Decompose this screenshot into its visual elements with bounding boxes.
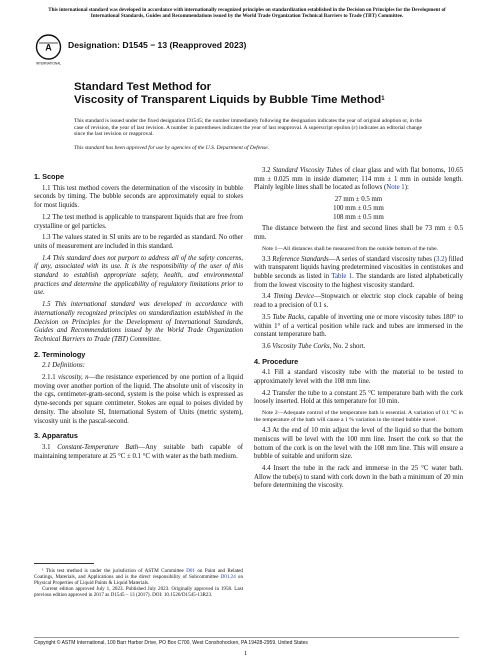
footnotes bbox=[34, 568, 243, 598]
paragraph-3-2-distance: The distance between the first and second lines shall be 73 mm ± 0.5 mm. bbox=[254, 225, 463, 241]
section-heading-terminology: 2. Terminology bbox=[34, 349, 86, 359]
designation: Designation: D1545 − 13 (Reapproved 2023) bbox=[68, 40, 247, 50]
paragraph-1-1: 1.1 This test method covers the determination of the viscosity in bubble seconds by timing. The bubble seconds are approximately equal to stokes for most liquids. bbox=[34, 184, 243, 210]
paragraph-3-3: 3.3 Reference Standards—A series of standard viscosity tubes (3.2) filled with transparent liquids having predetermined viscosities in centistokes and bubble seconds as listed in Table 1. The standards are listed alphabetically from the lowest viscosity to the highest viscosity standard. bbox=[254, 255, 464, 289]
section-heading-procedure: 4. Procedure bbox=[254, 356, 299, 366]
title-main: Viscosity of Transparent Liquids by Bubble Time Method bbox=[74, 94, 382, 106]
term-viscosity: viscosity, n bbox=[57, 374, 89, 382]
issued-statement: This standard is issued under the fixed designation D1545; the number immediately following the designation indicates the year of original adoption or, in the case of revision, the year of last revision. A number in parentheses indicates the year of last reapproval. A superscript epsilon (ε) indicates an editorial change since the last revision or reapproval. bbox=[74, 118, 422, 138]
link-table-1[interactable]: Table 1 bbox=[331, 273, 353, 281]
page-number: 1 bbox=[244, 650, 248, 657]
paragraph-1-4: 1.4 This standard does not purport to address all of the safety concerns, if any, associated with its use. It is the responsibility of the user of this standard to establish appropriate safety, health, and environmental practices and determine the applicability of regulatory limitations prior to use. bbox=[34, 254, 243, 297]
link-subcommittee-d01-24[interactable]: D01.24 bbox=[220, 574, 236, 580]
paragraph-3-2: 3.2 Standard Viscosity Tubes of clear glass and with flat bottoms, 10.65 mm ± 0.025 mm in inside diameter; 114 mm ± 1 mm in outside length. Plainly legible lines shall be located as follows (Note 1): bbox=[254, 167, 464, 192]
copyright-line: Copyright © ASTM International, 100 Barr Harbor Drive, PO Box C700, West Conshohocken, PA 19428-2959. United States bbox=[34, 640, 308, 646]
paragraph-1-2: 1.2 The test method is applicable to transparent liquids that are free from crystalline or gel particles. bbox=[34, 213, 243, 230]
footnote-edition: Current edition approved July 1, 2023. Published July 2023. Originally approved in 1958. Last previous edition approved in 2017 as D1545 – 13 (2017). DOI: 10.1520/D1545-13R23. bbox=[34, 586, 243, 598]
left-column bbox=[34, 167, 243, 464]
paragraph-2-1-1: 2.1.1 viscosity, n—the resistance experienced by one portion of a liquid moving over another portion of the liquid. The absolute unit of viscosity in the cgs, centimeter-gram-second, system is the poise which is expressed as dyne-seconds per square centimeter. Stokes are equal to poises divided by density. The absolute SI, International System of Units (metric system), viscosity unit is the pascal-second. bbox=[34, 374, 243, 425]
paragraph-1-3: 1.3 The values stated in SI units are to be regarded as standard. No other units of measurement are included in this standard. bbox=[34, 234, 243, 250]
footnote-divider bbox=[34, 563, 94, 564]
dod-approval-statement: This standard has been approved for use by agencies of the U.S. Department of Defense. bbox=[74, 145, 269, 151]
paragraph-3-5: 3.5 Tube Racks, capable of inverting one or more viscosity tubes 180° to within 1° of a vertical position while rack and tubes are immersed in the constant temperature bath. bbox=[254, 313, 464, 339]
paragraph-4-1: 4.1 Fill a standard viscosity tube with the material to be tested to approximately level with the 108 mm line. bbox=[254, 369, 463, 386]
paragraph-3-1: 3.1 Constant-Temperature Bath—Any suitable bath capable of maintaining temperature at 25 °C ± 0.1 °C with water as the bath medium. bbox=[34, 443, 244, 460]
note-2: Note 2—Adequate control of the temperature bath is essential. A variation of 0.1 °C in the temperature of the bath will cause a 1 % variation in the timed bubble travel. bbox=[254, 410, 463, 424]
title-line-1: Standard Test Method for bbox=[74, 81, 212, 93]
title-line-2 bbox=[74, 94, 434, 107]
paragraph-4-2: 4.2 Transfer the tube to a constant 25 °C temperature bath with the cork loosely inserted. Hold at this temperature for 10 min. bbox=[254, 389, 463, 406]
page-title bbox=[74, 81, 434, 107]
astm-logo-icon bbox=[35, 34, 62, 66]
section-heading-scope: 1. Scope bbox=[34, 172, 65, 181]
footer-divider bbox=[34, 637, 459, 638]
note-1: Note 1—All distances shall be measured from the outside bottom of the tube. bbox=[262, 245, 439, 252]
right-column bbox=[254, 167, 463, 494]
paragraph-4-3: 4.3 At the end of 10 min adjust the level of the liquid so that the bottom meniscus will be level with the 100 mm line. Insert the cork so that the bottom of the cork is on the level with the 108 mm line. This will ensure a bubble of suitable and uniform size. bbox=[254, 427, 463, 461]
link-committee-d01[interactable]: D01 bbox=[186, 568, 195, 574]
logo-wordmark: INTERNATIONAL bbox=[35, 61, 62, 66]
paragraph-1-5: 1.5 This international standard was developed in accordance with internationally recognized principles on standardization established in the Decision on Principles for the Development of International Standards, Guides and Recommendations issued by the World Trade Organization Technical Barriers to Trade (TBT) Committee. bbox=[34, 301, 243, 343]
paragraph-3-4: 3.4 Timing Device—Stopwatch or electric stop clock capable of being read to a precision of 0.1 s. bbox=[254, 293, 463, 310]
standardization-notice: This international standard was developed in accordance with internationally recognized principles on standardization established in the Decision on Principles for the Development of International Standards, Guides and Recommendations issued by the World Trade Organization Technical Barriers to Trade (TBT) Committee. bbox=[48, 7, 446, 20]
footnote-1: ¹ This test method is under the jurisdiction of ASTM Committee D01 on Paint and Related Coatings, Materials, and Applications and is the direct responsibility of Subcommittee D01.24 on Physical Properties of Liquid Paints & Liquid Materials. bbox=[34, 568, 243, 586]
dimension-2: 100 mm ± 0.5 mm bbox=[333, 204, 384, 212]
paragraph-4-4: 4.4 Insert the tube in the rack and immerse in the 25 °C water bath. Allow the tube(s) to stand with cork down in the bath a minimum of 20 min before determining the viscosity. bbox=[254, 464, 463, 490]
dimension-3: 108 mm ± 0.5 mm bbox=[333, 213, 384, 221]
link-section-3-2[interactable]: 3.2 bbox=[435, 255, 445, 263]
section-heading-apparatus: 3. Apparatus bbox=[34, 431, 78, 441]
dimension-1: 27 mm ± 0.5 mm bbox=[334, 196, 383, 204]
dimension-list bbox=[254, 196, 463, 222]
paragraph-3-6: 3.6 Viscosity Tube Corks, No. 2 short. bbox=[262, 342, 366, 350]
title-footnote-ref[interactable]: 1 bbox=[381, 96, 385, 102]
svg-text:A: A bbox=[45, 42, 52, 53]
link-note-1[interactable]: Note 1 bbox=[386, 184, 405, 192]
paragraph-2-1: 2.1 Definitions: bbox=[42, 362, 85, 370]
